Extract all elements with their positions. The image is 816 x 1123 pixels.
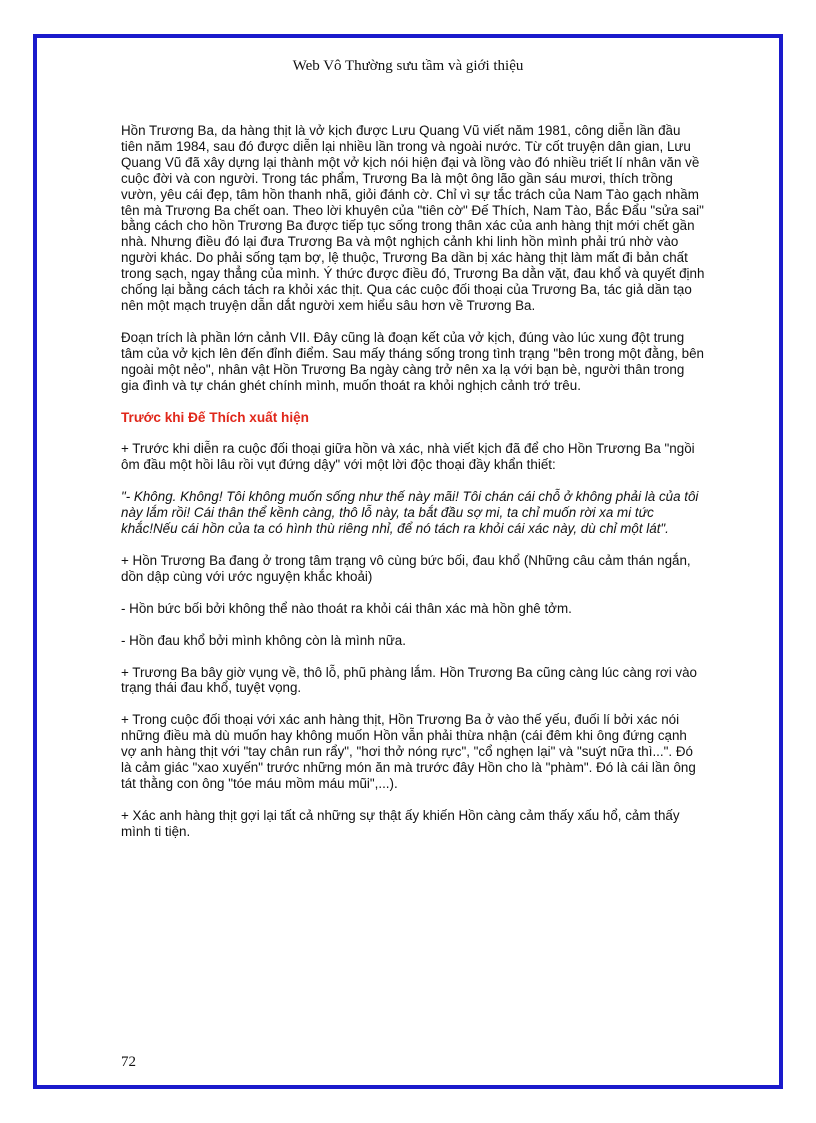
paragraph-point-7: + Xác anh hàng thịt gợi lại tất cả những sự thật ấy khiến Hồn càng cảm thấy xấu hổ, cảm thấy mình ti tiện. xyxy=(121,807,680,839)
excerpt-paragraph: Đoạn trích là phần lớn cảnh VII. Đây cũng là đoạn kết của vở kịch, đúng vào lúc xung đột trung tâm của vở kịch lên đến đỉnh điểm. Sau mấy tháng sống trong tình trạng "bên trong một đằng, bên ngoài một nẻo", nhân vật Hồn Trương Ba ngày càng trở nên xa lạ với bạn bè, người thân trong gia đình và tự chán ghét chính mình, muốn thoát ra khỏi nghịch cảnh trớ trêu. xyxy=(121,329,704,393)
paragraph-point-6: + Trong cuộc đối thoại với xác anh hàng thịt, Hồn Trương Ba ở vào thế yếu, đuối lí bởi xác nói những điều mà dù muốn hay không muốn Hồn vẫn phải thừa nhận (cái đêm khi ông đứng cạnh vợ anh hàng thịt với "tay chân run rẩy", "hơi thở nóng rực", "cổ nghẹn lại" và "suýt nữa thì...". Đó là cảm giác "xao xuyến" trước những món ăn mà trước đây Hồn cho là "phàm". Đó là cái lần ông tát thằng con ông "tóe máu mồm máu mũi",...). xyxy=(121,712,696,791)
paragraph-point-1: + Trước khi diễn ra cuộc đối thoại giữa hồn và xác, nhà viết kịch đã để cho Hồn Trương Ba "ngồi ôm đầu một hồi lâu rồi vụt đứng dậy" với một lời độc thoại đầy khẩn thiết: xyxy=(121,441,695,473)
paragraph-point-3: - Hồn bức bối bởi không thể nào thoát ra khỏi cái thân xác mà hồn ghê tởm. xyxy=(121,600,572,616)
page-number: 72 xyxy=(121,1054,136,1070)
paragraph-point-5: + Trương Ba bây giờ vụng về, thô lỗ, phũ phàng lắm. Hồn Trương Ba cũng càng lúc càng rơi vào trạng thái đau khổ, tuyệt vọng. xyxy=(121,664,697,696)
document-body xyxy=(121,123,705,856)
section-heading: Trước khi Đế Thích xuất hiện xyxy=(121,409,309,425)
paragraph-point-2: + Hồn Trương Ba đang ở trong tâm trạng vô cùng bức bối, đau khổ (Những câu cảm thán ngắn, dồn dập cùng với ước nguyện khắc khoải) xyxy=(121,552,691,584)
page-header: Web Vô Thường sưu tầm và giới thiệu xyxy=(292,58,524,74)
paragraph-point-4: - Hồn đau khổ bởi mình không còn là mình nữa. xyxy=(121,632,406,648)
quote-paragraph: "- Không. Không! Tôi không muốn sống như thế này mãi! Tôi chán cái chỗ ở không phải là của tôi này lắm rồi! Cái thân thể kềnh càng, thô lỗ này, ta bắt đầu sợ mi, ta chỉ muốn rời xa mi tức khắc!Nếu cái hồn của ta có hình thù riêng nhỉ, để nó tách ra khỏi cái xác này, dù chỉ một lát". xyxy=(121,489,699,537)
intro-paragraph: Hồn Trương Ba, da hàng thịt là vở kịch được Lưu Quang Vũ viết năm 1981, công diễn lần đầu tiên năm 1984, sau đó được diễn lại nhiều lần trong và ngoài nước. Từ cốt truyện dân gian, Lưu Quang Vũ đã xây dựng lại thành một vở kịch nói hiện đại và lồng vào đó nhiều triết lí nhân văn về cuộc đời và con người. Trong tác phẩm, Trương Ba là một ông lão gần sáu mươi, thích trồng vườn, yêu cái đẹp, tâm hồn thanh nhã, giỏi đánh cờ. Chỉ vì sự tắc trách của Nam Tào gạch nhầm tên mà Trương Ba chết oan. Theo lời khuyên của "tiên cờ" Đế Thích, Nam Tào, Bắc Đẩu "sửa sai" bằng cách cho hồn Trương Ba được tiếp tục sống trong thân xác của anh hàng thịt mới chết gần nhà. Nhưng điều đó lại đưa Trương Ba và một nghịch cảnh khi linh hồn mình phải trú nhờ vào người khác. Do phải sống tạm bợ, lệ thuộc, Trương Ba dần bị xác hàng thịt làm mất đi bản chất trong sạch, ngay thẳng của mình. Ý thức được điều đó, Trương Ba dằn vặt, đau khổ và quyết định chống lại bằng cách tách ra khỏi xác thịt. Qua các cuộc đối thoại của Trương Ba, tác giả dần tạo nên một mạch truyện dẫn dắt người xem hiểu sâu hơn về Trương Ba. xyxy=(121,123,705,313)
page-border xyxy=(33,34,783,1089)
